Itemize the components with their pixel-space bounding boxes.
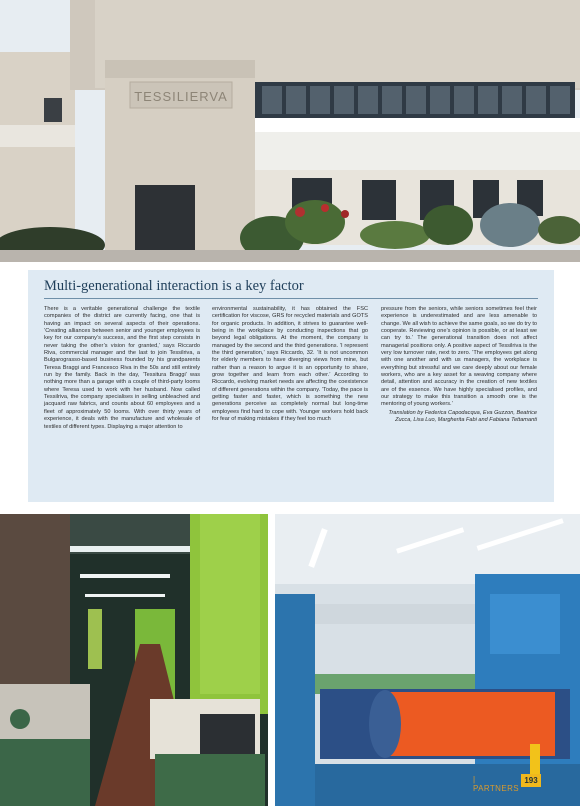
article-column-3	[381, 306, 537, 425]
translation-credit: Translation by Federica Capodacqua, Eva Guzzon, Beatrice Zucca, Lisa Luo, Margherita Fabi and Fabiana Tettamanti	[388, 409, 537, 424]
article-column-1	[44, 306, 200, 431]
article-title: Multi-generational interaction is a key factor	[44, 278, 304, 294]
page-footer	[472, 774, 541, 793]
looms-photo	[0, 514, 268, 806]
building-illustration	[0, 0, 580, 262]
section-label: | PARTNERS	[472, 775, 520, 793]
looms-illustration	[0, 514, 268, 806]
building-sign: TESSILIERVA	[134, 89, 228, 104]
column-3-text: pressure from the seniors, while seniors sometimes feel their experience is underestimated and are less amenable to change. We all wish to achieve the same goals, so we do try to cooperate. Reviewing one’s opinion is possible, or at least we can try to.’ The generational transition does not affect managerial positions only. A positive aspect of Tessilriva is the very low turnover rate, next to zero. ‘The employees get along with one another and with us managers, the workplace is everything but stressful and we care deeply about our female workers, who are a key asset for a weaving company where detail, attention and accuracy in the creation of new textiles are of the essence. We have highly specialised profiles, and our strategy to make this transition a smooth one is the mentoring of young workers.’	[381, 306, 537, 408]
fabric-rolls-illustration	[275, 514, 580, 806]
title-rule	[44, 298, 538, 299]
building-photo	[0, 0, 580, 262]
article-column-2	[212, 306, 368, 424]
column-2-text: environmental sustainability, it has obtained the FSC certification for viscose, GRS for recycled materials and GOTS for organic products. In addition, it strives to guarantee well-being in the workplace by conducting inspections that go beyond legal obligations. At the moment, the company is managed by the second and the third generations. ‘I represent the third generation,’ says Riccardo, 32. ‘It is not uncommon for elderly members to have diverging views from mine, but rather than a reason to argue it is an opportunity to share, grow together and learn from each other.’ According to Riccardo, evolving market needs are affecting the coexistence of different generations within the company. ‘Today, the pace is getting faster and faster, which is something the new generations perceive as completely normal but long-time employees find hard to cope with. Younger workers hold back for fear of making mistakes if they feel too much	[212, 306, 368, 423]
page-number: 193	[521, 774, 541, 787]
article-box	[28, 270, 554, 502]
fabric-rolls-photo	[275, 514, 580, 806]
column-1-text: There is a veritable generational challenge the textile companies of the district are currently facing, one that is having an impact on several aspects of their operations. ‘Creating alliances between senior and younger employees is key for our company’s success, and the first step consists in never taking the other’s vision for granted,’ says Riccardo Riva, commercial manager and the last to join Tessilriva, a Bulgarograsso-based business founded by his grandparents Teresa Braggi and Francesco Riva in the 50s and still entirely run by the family. Back in the day, ‘Tessitura Braggi’ was nothing more than a garage with a couple of third-party looms where Teresa used to work with her husband. Now called Tessilriva, the company specialises in selling unbleached and jacquard raw fabrics, and counts about 60 employees and a fleet of approximately 50 looms. With over thirty years of experience, it deals with the manufacture and wholesale of textiles of different types. Displaying a major attention to	[44, 306, 200, 430]
